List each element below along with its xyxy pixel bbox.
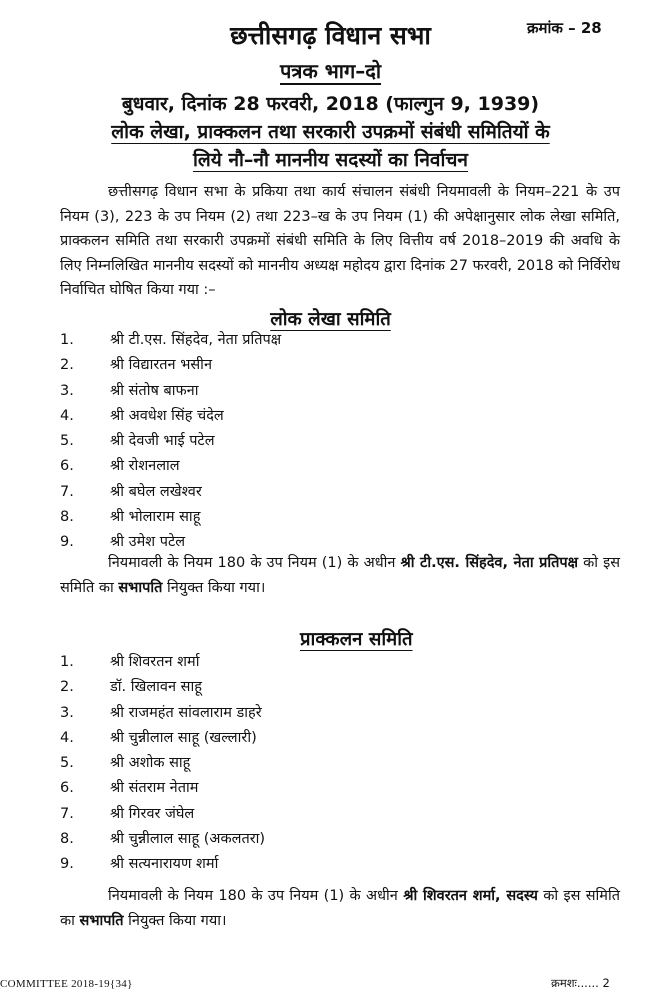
member-number: 7. <box>60 805 74 822</box>
member-number: 7. <box>60 483 74 500</box>
member-item <box>60 480 620 505</box>
member-name: श्री अशोक साहू <box>110 755 191 772</box>
member-name: श्री संतोष बाफना <box>110 382 199 399</box>
member-name: श्री रोशनलाल <box>110 458 180 475</box>
member-item <box>60 776 620 801</box>
member-item <box>60 701 620 726</box>
notice-heading-line-2-text: लिये नौ–नौ माननीय सदस्यों का निर्वाचन <box>193 149 468 171</box>
member-number: 4. <box>60 407 74 424</box>
date-line: बुधवार, दिनांक 28 फरवरी, 2018 (फाल्गुन 9, 1939) <box>121 93 540 115</box>
member-number: 9. <box>60 856 74 873</box>
member-number: 4. <box>60 729 74 746</box>
chair-role: सभापति <box>79 912 124 929</box>
committee-heading-text: लोक लेखा समिति <box>270 309 391 330</box>
committee-heading-estimates <box>300 626 413 651</box>
member-name: श्री अवधेश सिंह चंदेल <box>110 407 224 424</box>
member-item <box>60 650 620 675</box>
chairperson-paragraph-estimates <box>60 884 620 933</box>
chairperson-paragraph-public-accounts <box>60 551 620 600</box>
member-list-estimates <box>60 650 620 878</box>
member-name: श्री संतराम नेताम <box>110 780 199 797</box>
footer-file-reference: COMMITTEE 2018-19{34} <box>0 978 133 990</box>
member-item <box>60 726 620 751</box>
member-item <box>60 429 620 454</box>
member-item <box>60 802 620 827</box>
bulletin-part <box>0 57 661 84</box>
notice-heading-line-1 <box>0 118 661 144</box>
member-number: 2. <box>60 679 74 696</box>
intro-paragraph: छत्तीसगढ़ विधान सभा के प्रकिया तथा कार्य संचालन संबंधी नियमावली के नियम–221 के उप नियम (3), 223 के उप नियम (2) तथा 223–ख के उप नियम (1) की अपेक्षानुसार लोक लेखा समिति, प्राक्कलन समिति तथा सरकारी उपक्रमों संबंधी समिति के लिए वित्तीय वर्ष 2018–2019 की अवधि के लिए निम्नलिखित माननीय सदस्यों को माननीय अध्यक्ष महोदय द्वारा दिनांक 27 फरवरी, 2018 को निर्विरोध निर्वाचित घोषित किया गया :– <box>60 184 620 298</box>
member-number: 3. <box>60 382 74 399</box>
member-number: 2. <box>60 357 74 374</box>
member-item <box>60 852 620 877</box>
chair-text: नियमावली के नियम 180 के उप नियम (1) के अधीन <box>108 555 401 571</box>
member-name: डॉ. खिलावन साहू <box>110 679 202 696</box>
committee-heading-text: प्राक्कलन समिति <box>300 629 413 650</box>
chair-role: सभापति <box>118 579 163 596</box>
member-name: श्री चुन्नीलाल साहू (अकलतरा) <box>110 831 266 848</box>
member-name: श्री भोलाराम साहू <box>110 509 201 526</box>
chair-text: नियुक्त किया गया। <box>162 579 266 596</box>
member-number: 5. <box>60 433 74 450</box>
member-item <box>60 454 620 479</box>
member-item <box>60 675 620 700</box>
notice-heading-line-1-text: लोक लेखा, प्राक्कलन तथा सरकारी उपक्रमों संबंधी समितियों के <box>111 121 550 143</box>
member-name: श्री विद्यारतन भसीन <box>110 357 212 374</box>
member-item <box>60 751 620 776</box>
member-item <box>60 328 620 353</box>
chair-name: श्री शिवरतन शर्मा, सदस्य <box>403 888 538 904</box>
chair-text: को इस समिति का <box>60 555 620 596</box>
member-name: श्री बघेल लखेश्वर <box>110 483 202 500</box>
member-name: श्री राजमहंत सांवलाराम डाहरे <box>110 704 262 721</box>
member-list-public-accounts <box>60 328 620 556</box>
member-item <box>60 404 620 429</box>
member-name: श्री चुन्नीलाल साहू (खल्लारी) <box>110 729 257 746</box>
member-item <box>60 353 620 378</box>
member-number: 6. <box>60 458 74 475</box>
chair-text: नियमावली के नियम 180 के उप नियम (1) के अधीन <box>108 888 404 904</box>
member-name: श्री देवजी भाई पटेल <box>110 433 215 450</box>
member-number: 3. <box>60 704 74 721</box>
member-item <box>60 505 620 530</box>
member-number: 8. <box>60 831 74 848</box>
serial-number: क्रमांक – 28 <box>527 19 602 37</box>
chair-text: को इस समिति का <box>60 888 620 929</box>
notice-heading-line-2 <box>0 146 661 172</box>
member-name: श्री गिरवर जंघेल <box>110 805 195 822</box>
chair-text: नियुक्त किया गया। <box>123 912 227 929</box>
member-number: 1. <box>60 654 74 670</box>
member-number: 5. <box>60 755 74 772</box>
member-name: श्री शिवरतन शर्मा <box>110 654 200 670</box>
member-number: 8. <box>60 509 74 526</box>
bulletin-part-text: पत्रक भाग–दो <box>279 59 382 83</box>
member-name: श्री सत्यनारायण शर्मा <box>110 856 219 873</box>
member-item <box>60 379 620 404</box>
member-name: श्री टी.एस. सिंहदेव, नेता प्रतिपक्ष <box>110 332 282 348</box>
member-name: श्री उमेश पटेल <box>110 534 186 551</box>
footer-continued: क्रमशः...... 2 <box>551 976 610 990</box>
member-item <box>60 827 620 852</box>
document-title: छत्तीसगढ़ विधान सभा <box>230 21 431 50</box>
member-number: 1. <box>60 332 74 348</box>
member-number: 9. <box>60 534 74 551</box>
chair-name: श्री टी.एस. सिंहदेव, नेता प्रतिपक्ष <box>400 555 579 571</box>
member-number: 6. <box>60 780 74 797</box>
